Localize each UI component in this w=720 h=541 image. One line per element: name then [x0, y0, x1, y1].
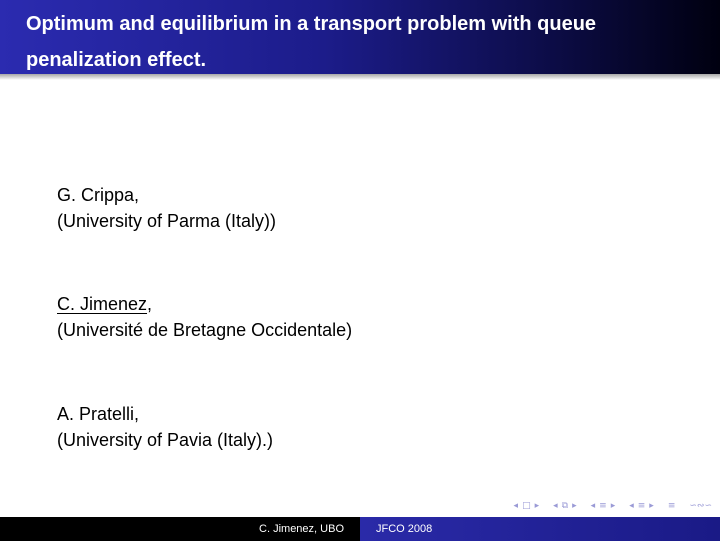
nav-subsubsection-group — [627, 501, 656, 511]
nav-subsubsection-icon[interactable]: ≡ — [637, 501, 646, 511]
author-name-line — [57, 401, 273, 427]
nav-section-group — [589, 501, 618, 511]
nav-frame-group — [512, 501, 542, 511]
nav-subsubsection-next-icon[interactable]: ▸ — [649, 501, 654, 511]
author-block-jimenez — [57, 291, 352, 343]
author-name-suffix: , — [147, 294, 153, 314]
author-name-line — [57, 182, 276, 208]
slide-title: Optimum and equilibrium in a transport problem with queue penalization effect. — [26, 13, 597, 71]
author-name: G. Crippa — [57, 185, 135, 205]
title-bar — [0, 0, 720, 74]
nav-align-group — [666, 501, 678, 511]
nav-subsection-next-icon[interactable]: ▸ — [572, 501, 577, 511]
nav-subsubsection-prev-icon[interactable]: ◂ — [629, 501, 634, 511]
author-name-suffix: , — [134, 404, 140, 424]
nav-subsection-icon[interactable]: ⧉ — [561, 501, 569, 511]
nav-section-next-icon[interactable]: ▸ — [610, 501, 616, 511]
nav-subsection-prev-icon[interactable]: ◂ — [553, 501, 558, 511]
nav-section-icon[interactable]: ≡ — [599, 501, 607, 511]
author-affiliation: (University of Pavia (Italy).) — [57, 430, 274, 450]
author-name-presenter: C. Jimenez — [57, 294, 148, 314]
author-name-suffix: , — [134, 185, 140, 205]
author-name-line — [57, 291, 352, 317]
nav-align-icon[interactable]: ≡ — [667, 501, 676, 511]
nav-section-prev-icon[interactable]: ◂ — [590, 501, 596, 511]
nav-frame-prev-icon[interactable]: ◂ — [513, 501, 519, 511]
title-bar-shadow — [0, 74, 720, 80]
author-block-pratelli — [57, 401, 273, 453]
beamer-navigation-bar — [502, 498, 714, 514]
nav-frame-next-icon[interactable]: ▸ — [534, 501, 540, 511]
nav-search-icon[interactable]: ∽∾∽ — [689, 501, 712, 511]
nav-frame-icon[interactable]: □ — [522, 501, 531, 511]
author-affiliation: (University of Parma (Italy)) — [57, 211, 277, 231]
nav-subsection-group — [551, 501, 579, 511]
footer-bar — [0, 517, 720, 541]
author-block-crippa — [57, 182, 276, 234]
footer-event: JFCO 2008 — [376, 523, 433, 535]
author-affiliation: (Université de Bretagne Occidentale) — [57, 320, 353, 340]
footer-event-panel — [360, 517, 720, 541]
footer-author-panel — [0, 517, 360, 541]
footer-author: C. Jimenez, UBO — [259, 523, 344, 535]
nav-search-group — [687, 501, 714, 511]
author-name: A. Pratelli — [57, 404, 135, 424]
